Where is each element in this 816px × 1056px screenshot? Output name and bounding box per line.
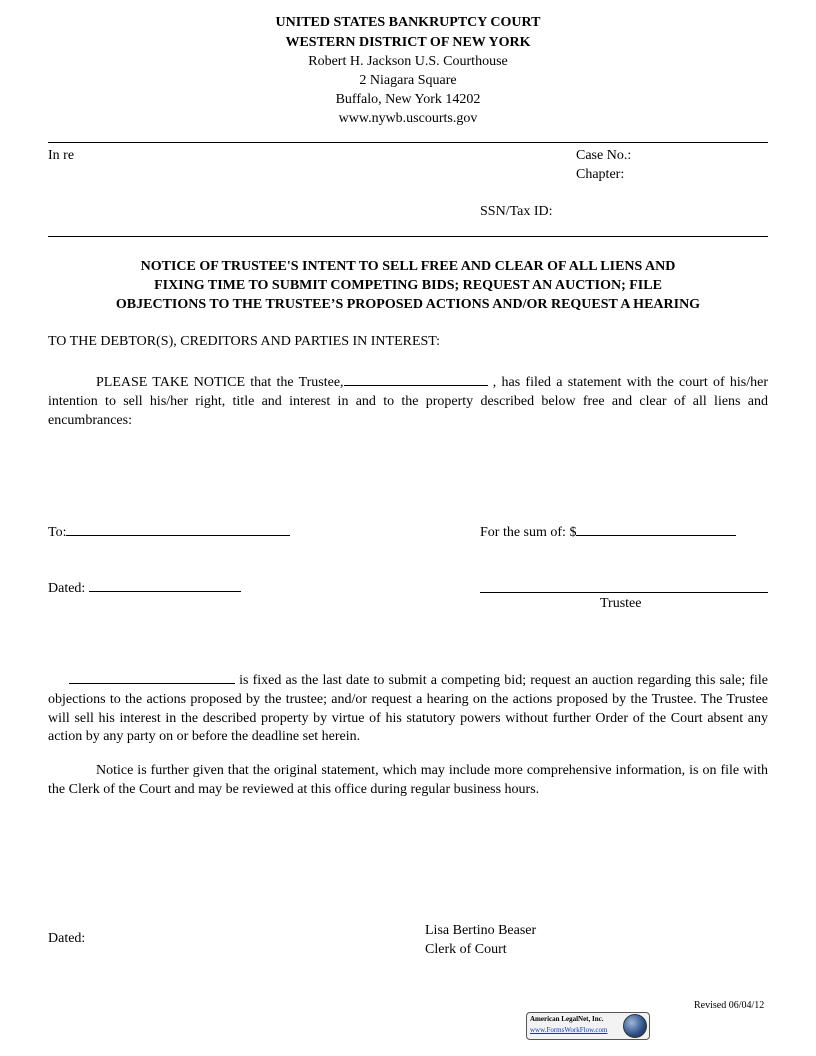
trustee-name-field[interactable] [344,371,488,386]
deadline-date-field[interactable] [69,669,235,684]
court-website: www.nywb.uscourts.gov [338,111,478,126]
intent-paragraph-start: PLEASE TAKE NOTICE that the Trustee, [96,375,344,390]
to-label: To: [48,525,67,540]
globe-icon [623,1014,647,1038]
revised-date: Revised 06/04/12 [694,1000,765,1011]
footer-dated-label: Dated: [48,931,86,946]
to-row [48,521,290,541]
deadline-paragraph [48,669,768,747]
courthouse-name: Robert H. Jackson U.S. Courthouse [308,54,508,69]
courthouse-street: 2 Niagara Square [359,73,457,88]
chapter-label: Chapter: [576,167,625,182]
clerk-name: Lisa Bertino Beaser [425,923,537,938]
ssn-label: SSN/Tax ID: [480,204,553,219]
further-notice-text: Notice is further given that the original statement, which may include more comprehensive information, is on file with the Clerk of the Court and may be reviewed at this office during regular business hours. [48,763,768,797]
logo-company-name: American LegalNet, Inc. [530,1015,604,1023]
dated-label: Dated: [48,581,86,596]
header-divider [48,142,768,143]
notice-title-line-3: OBJECTIONS TO THE TRUSTEE’S PROPOSED ACTIONS AND/OR REQUEST A HEARING [115,297,701,312]
sum-label: For the sum of: $ [480,525,577,540]
further-notice-paragraph [48,762,768,800]
addressee-line: TO THE DEBTOR(S), CREDITORS AND PARTIES IN INTEREST: [48,334,441,349]
intent-paragraph [48,371,768,430]
district-name: WESTERN DISTRICT OF NEW YORK [285,35,531,50]
dated-field[interactable] [89,577,241,592]
trustee-label: Trustee [600,596,642,611]
in-re-label: In re [48,148,75,163]
case-no-label: Case No.: [576,148,632,163]
to-field[interactable] [66,521,290,536]
forms-workflow-logo[interactable] [526,1012,650,1040]
trustee-signature-line[interactable] [480,592,768,593]
court-name: UNITED STATES BANKRUPTCY COURT [275,15,541,30]
intent-paragraph-rest: , has filed a statement with the court of his/her intention to sell his/her right, title and interest in and to the property described below free and clear of all liens and encumbrances: [48,375,768,428]
sum-row [480,521,736,541]
deadline-paragraph-text: is fixed as the last date to submit a competing bid; request an auction regarding this sale; file objections to the actions proposed by the trustee; and/or request a hearing on the actions proposed by the Trustee. The Trustee will sell his interest in the described property by virtue of his statutory powers without further Order of the Court absent any action by any party on or before the deadline set herein. [48,673,768,745]
clerk-title: Clerk of Court [425,942,507,957]
sum-field[interactable] [576,521,736,536]
courthouse-city: Buffalo, New York 14202 [335,92,481,107]
caption-divider [48,236,768,237]
dated-row [48,577,241,597]
logo-website-link[interactable]: www.FormsWorkFlow.com [530,1026,608,1034]
notice-title-line-1: NOTICE OF TRUSTEE'S INTENT TO SELL FREE AND CLEAR OF ALL LIENS AND [140,259,676,274]
notice-title-line-2: FIXING TIME TO SUBMIT COMPETING BIDS; REQUEST AN AUCTION; FILE [154,278,662,293]
